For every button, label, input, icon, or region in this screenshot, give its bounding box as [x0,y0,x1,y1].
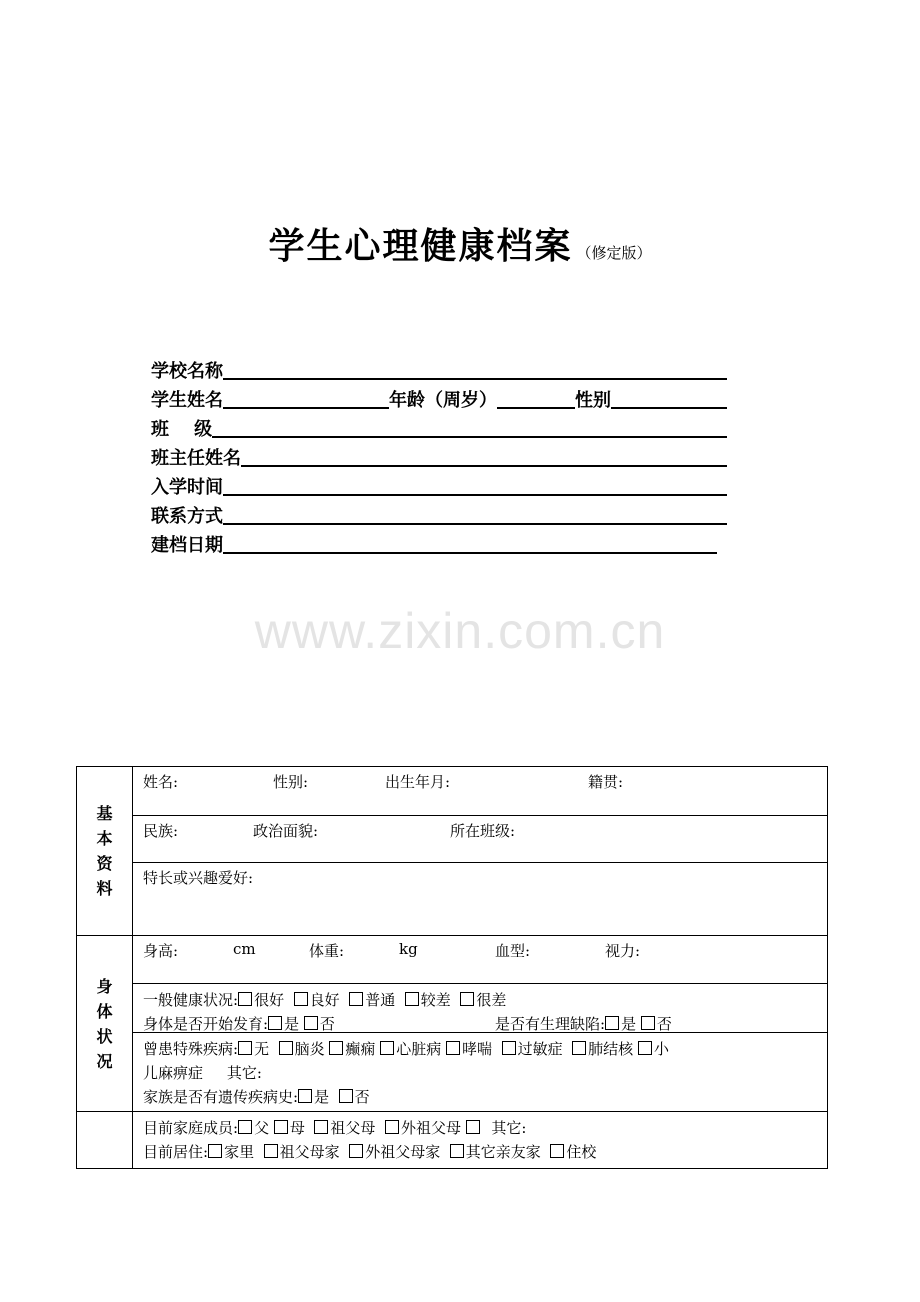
gender-label: 性别 [575,390,611,411]
class-field[interactable] [212,436,727,438]
checkbox[interactable] [349,992,363,1006]
checkbox[interactable] [268,1016,282,1030]
residence-line: 目前居住: 家里 祖父母家 外祖父母家 其它亲友家 住校 [143,1143,597,1161]
checkbox[interactable] [349,1144,363,1158]
puberty-label: 身体是否开始发育: [143,1015,269,1033]
puberty-line: 身体是否开始发育: 是 否 是否有生理缺陷: 是 否 [143,1012,827,1036]
checkbox[interactable] [238,1041,252,1055]
checkbox[interactable] [460,992,474,1006]
cover-school-row [151,354,731,383]
name-field-label: 姓名: [143,773,179,791]
enroll-label: 入学时间 [151,477,223,498]
checkbox[interactable] [572,1041,586,1055]
height-unit: cm [233,940,256,958]
checkbox[interactable] [466,1120,480,1134]
height-label: 身高: [143,942,179,960]
hobby-field-label: 特长或兴趣爱好: [143,869,254,887]
checkbox[interactable] [385,1120,399,1134]
health-line: 一般健康状况: 很好 良好 普通 较差 很差 [143,991,507,1009]
basic-row-2[interactable] [133,816,828,863]
cover-name-row [151,383,731,412]
cover-info [151,354,731,557]
checkbox[interactable] [450,1144,464,1158]
checkbox[interactable] [264,1144,278,1158]
teacher-field[interactable] [241,465,727,467]
defect-group: 是否有生理缺陷: 是 否 [495,1015,672,1033]
checkbox[interactable] [238,1120,252,1134]
defect-label: 是否有生理缺陷: [495,1015,606,1033]
name-field[interactable] [223,407,389,409]
political-field-label: 政治面貌: [253,822,319,840]
vision-label: 视力: [605,942,641,960]
hereditary-line: 家族是否有遗传疾病史: 是 否 [143,1088,370,1106]
cover-class-row [151,412,731,441]
section-family [77,1112,133,1169]
ethnic-field-label: 民族: [143,822,179,840]
checkbox[interactable] [405,992,419,1006]
disease-other-label: 其它: [226,1064,262,1082]
members-line: 目前家庭成员: 父 母 祖父母 外祖父母 其它: [143,1119,527,1137]
checkbox[interactable] [446,1041,460,1055]
gender-field[interactable] [611,407,727,409]
class-label: 班 级 [151,419,213,440]
gender-field-label: 性别: [273,773,309,791]
school-label: 学校名称 [151,361,223,382]
contact-field[interactable] [223,523,727,525]
checkbox[interactable] [294,992,308,1006]
checkbox[interactable] [274,1120,288,1134]
checkbox[interactable] [208,1144,222,1158]
cover-date-row [151,528,731,557]
basic-row-3[interactable] [133,863,828,936]
members-label: 目前家庭成员: [143,1119,239,1137]
title-edition: （修定版） [576,244,652,262]
members-other-label: 其它: [491,1119,527,1137]
teacher-label: 班主任姓名 [151,448,241,469]
checkbox[interactable] [550,1144,564,1158]
disease-label: 曾患特殊疾病: [143,1040,239,1058]
school-field[interactable] [223,378,727,380]
cover-enroll-row [151,470,731,499]
blood-label: 血型: [495,942,531,960]
disease-line-2: 儿麻痹症 其它: [143,1064,262,1082]
class-field-label: 所在班级: [450,822,516,840]
cover-teacher-row [151,441,731,470]
document-title [0,218,920,269]
age-label: 年龄（周岁） [389,390,497,411]
checkbox[interactable] [380,1041,394,1055]
weight-unit: kg [399,940,418,958]
date-field[interactable] [223,552,717,554]
weight-label: 体重: [309,942,345,960]
body-row-1[interactable] [133,936,828,984]
checkbox[interactable] [605,1016,619,1030]
basic-row-1[interactable] [133,767,828,816]
checkbox[interactable] [238,992,252,1006]
disease-line: 曾患特殊疾病: 无 脑炎 癫痫 心脏病 哮喘 过敏症 肺结核 小 [143,1040,669,1058]
checkbox[interactable] [638,1041,652,1055]
checkbox[interactable] [314,1120,328,1134]
enroll-field[interactable] [223,494,727,496]
date-label: 建档日期 [151,535,223,556]
section-body: 身 体 状 况 [77,936,133,1112]
checkbox[interactable] [304,1016,318,1030]
body-row-3 [133,1033,828,1112]
residence-label: 目前居住: [143,1143,209,1161]
family-row [133,1112,828,1169]
cover-contact-row [151,499,731,528]
student-info-table [76,766,828,1169]
hereditary-label: 家族是否有遗传疾病史: [143,1088,299,1106]
checkbox[interactable] [641,1016,655,1030]
health-label: 一般健康状况: [143,991,239,1009]
checkbox[interactable] [279,1041,293,1055]
native-field-label: 籍贯: [588,773,624,791]
title-main: 学生心理健康档案 [268,226,573,267]
watermark: www.zixin.com.cn [254,603,666,659]
checkbox[interactable] [298,1089,312,1103]
checkbox[interactable] [329,1041,343,1055]
checkbox[interactable] [502,1041,516,1055]
age-field[interactable] [497,407,575,409]
section-basic: 基 本 资 料 [77,767,133,936]
checkbox[interactable] [339,1089,353,1103]
body-row-2 [133,984,828,1033]
birth-field-label: 出生年月: [385,773,451,791]
name-label: 学生姓名 [151,390,223,411]
contact-label: 联系方式 [151,506,223,527]
